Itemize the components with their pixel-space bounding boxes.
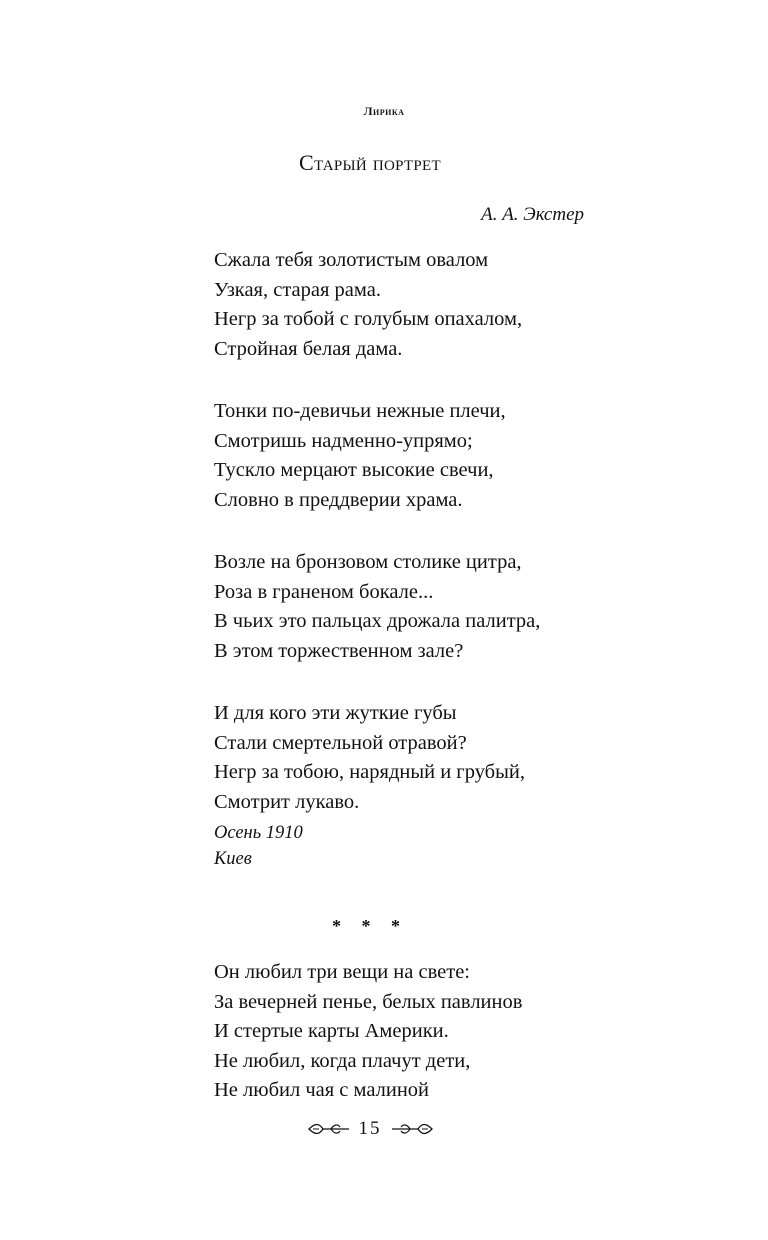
stanza xyxy=(214,246,634,364)
poem-line: Узкая, старая рама. xyxy=(214,278,381,301)
floral-flourish-icon xyxy=(307,1121,351,1137)
poem-place: Киев xyxy=(214,849,252,869)
poem-line: Стали смертельной отравой? xyxy=(214,731,467,754)
poem-line: В чьих это пальцах дрожала палитра, xyxy=(214,610,541,632)
poem-line: В этом торжественном зале? xyxy=(214,639,464,662)
poem-line: Тускло мерцают высокие свечи, xyxy=(214,459,494,481)
page-number: 15 xyxy=(358,1118,382,1139)
dateline xyxy=(214,820,303,872)
dedication: А. А. Экстер xyxy=(481,204,584,225)
poem-line: Не любил чая с малиной xyxy=(214,1079,430,1101)
poem-title: Старый портрет xyxy=(299,150,441,175)
page-folio xyxy=(0,1118,740,1140)
poem-line: Смотришь надменно-упрямо; xyxy=(214,429,473,452)
section-separator: * * * xyxy=(332,916,408,936)
poem-line: За вечерней пенье, белых павлинов xyxy=(214,990,523,1013)
poem-line: Словно в преддверии храма. xyxy=(214,488,463,511)
floral-flourish-icon xyxy=(390,1121,434,1137)
poem-line: Тонки по-девичьи нежные плечи, xyxy=(214,400,506,422)
poem-date: Осень 1910 xyxy=(214,823,303,843)
stanza xyxy=(214,548,634,666)
poem-line: Он любил три вещи на свете: xyxy=(214,961,470,983)
poem-line: И для кого эти жуткие губы xyxy=(214,702,457,724)
poem-line: Стройная белая дама. xyxy=(214,337,403,360)
poem-line: Возле на бронзовом столике цитра, xyxy=(214,551,522,573)
poem-body xyxy=(214,246,634,850)
poem-line: И стертые карты Америки. xyxy=(214,1020,449,1042)
second-poem-body xyxy=(214,958,634,1106)
poem-line: Негр за тобою, нарядный и грубый, xyxy=(214,761,525,783)
poem-line: Смотрит лукаво. xyxy=(214,790,360,813)
stanza xyxy=(214,397,634,515)
poem-line: Негр за тобой с голубым опахалом, xyxy=(214,308,523,330)
poem-line: Роза в граненом бокале... xyxy=(214,580,434,603)
running-head: Лирика xyxy=(363,104,405,118)
stanza xyxy=(214,699,634,817)
poem-line: Сжала тебя золотистым овалом xyxy=(214,249,489,271)
poem-line: Не любил, когда плачут дети, xyxy=(214,1049,471,1072)
